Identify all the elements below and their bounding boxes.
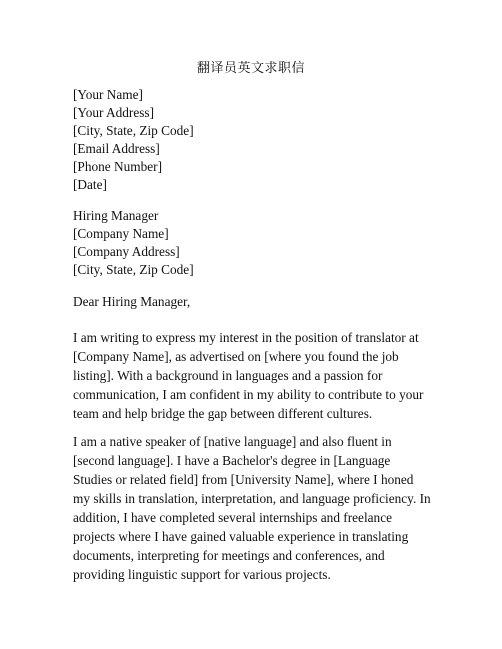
sender-address: [Your Address] (73, 105, 155, 120)
paragraph-line: projects where I have gained valuable experience in translating (73, 529, 409, 544)
paragraph-line: addition, I have completed several internships and freelance (73, 510, 392, 525)
salutation (73, 293, 433, 311)
sender-address-block (73, 86, 433, 194)
recipient-title: Hiring Manager (73, 208, 159, 223)
recipient-company-address: [Company Address] (73, 244, 180, 259)
paragraph-line: [Company Name], as advertised on [where you found the job (73, 349, 399, 364)
recipient-city-state-zip: [City, State, Zip Code] (73, 262, 194, 277)
paragraph-line: listing]. With a background in languages and a passion for (73, 368, 383, 383)
letter-date: [Date] (73, 177, 107, 192)
sender-name: [Your Name] (73, 87, 143, 102)
paragraph-line: [second language]. I have a Bachelor's degree in [Language (73, 453, 391, 468)
sender-city-state-zip: [City, State, Zip Code] (73, 123, 194, 138)
paragraph-line: Studies or related field] from [University Name], where I honed (73, 472, 414, 487)
recipient-address-block (73, 207, 433, 279)
paragraph-line: I am writing to express my interest in the position of translator at (73, 330, 419, 345)
salutation-text: Dear Hiring Manager, (73, 294, 191, 309)
paragraph-line: I am a native speaker of [native language] and also fluent in (73, 434, 392, 449)
paragraph-line: communication, I am confident in my ability to contribute to your (73, 387, 424, 402)
paragraph-line: documents, interpreting for meetings and conferences, and (73, 548, 385, 563)
body-paragraph-2 (73, 432, 433, 584)
recipient-company-name: [Company Name] (73, 226, 169, 241)
document-title: 翻译员英文求职信 (196, 61, 305, 76)
paragraph-line: providing linguistic support for various projects. (73, 567, 331, 582)
sender-email: [Email Address] (73, 141, 160, 156)
sender-phone: [Phone Number] (73, 159, 162, 174)
paragraph-line: team and help bridge the gap between different cultures. (73, 406, 373, 421)
body-paragraph-1 (73, 328, 433, 423)
paragraph-line: my skills in translation, interpretation, and language proficiency. In (73, 491, 431, 506)
